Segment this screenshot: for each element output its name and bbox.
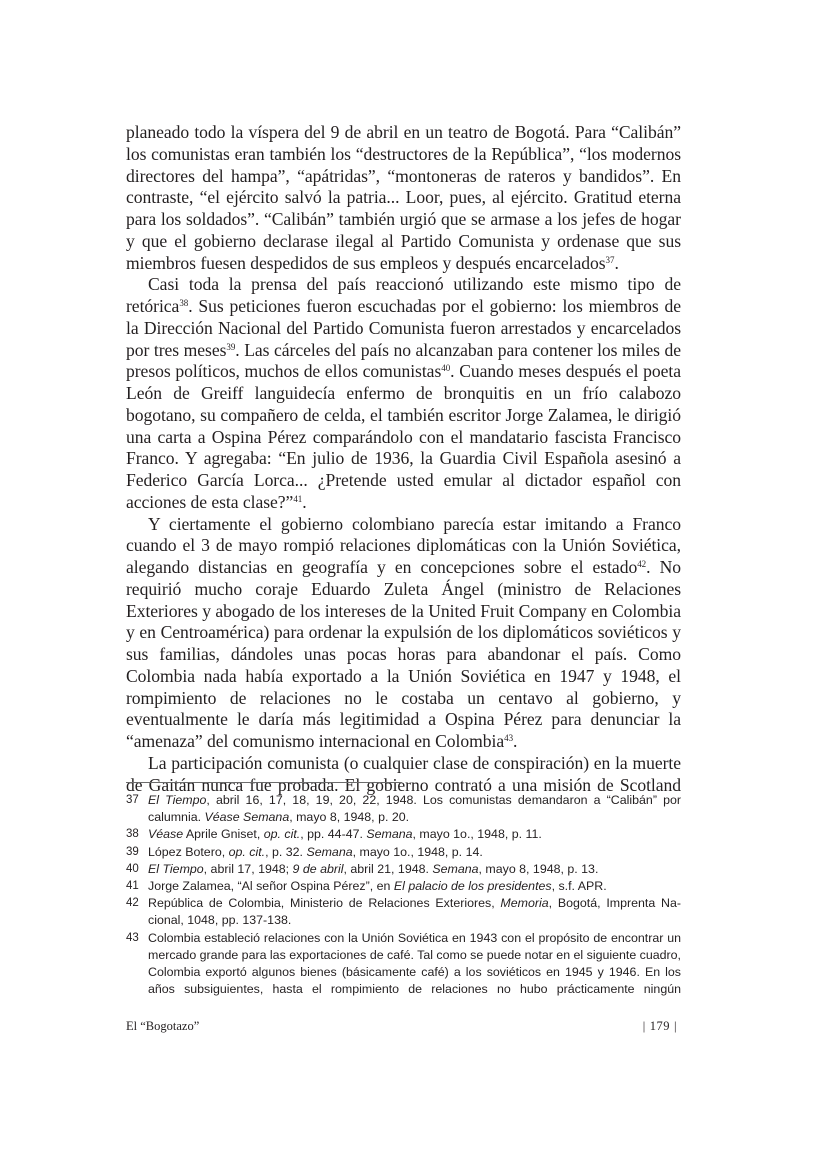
footnote-number: 42 xyxy=(126,897,139,910)
footnote-37 xyxy=(126,792,681,826)
running-title: El “Bogotazo” xyxy=(126,1019,200,1033)
footnote-number: 40 xyxy=(126,862,139,875)
paragraph-1: planeado todo la víspera del 9 de abril en un teatro de Bogotá. Para “Calibán” los comunistas eran también los “destructores de la República”, “los modernos directores del hampa”, “apátridas”, “montoneras de rateros y bandidos”. En contraste, “el ejército salvó la patria... Loor, pues, al ejército. Gratitud eterna para los soldados”. “Calibán” también urgió que se armase a los jefes de hogar y que el gobierno declarase ilegal al Partido Comunista y ordenase que sus miembros fuesen despedidos de sus empleos y después encarcelados$^{37}$. xyxy=(126,122,681,273)
paragraph-2: Casi toda la prensa del país reaccionó utilizando este mismo tipo de retórica$^{38}$. Sus peticiones fueron escuchadas por el gobierno: los miembros de la Dirección Nacional del Partido Comunista fueron arrestados y encarcelados por tres meses$^{39}$. Las cárceles del país no alcanzaban para contener los miles de presos políticos, muchos de ellos comunistas$^{40}$. Cuando meses después el poeta León de Greiff languidecía enfermo de bronquitis en un frío calabozo bogotano, su compañero de celda, el también escritor Jorge Zalamea, le dirigió una carta a Ospina Pérez comparándolo con el mandatario fascista Francisco Franco. Y agregaba: “En julio de 1936, la Guardia Civil Española asesinó a Federico García Lorca... ¿Pretende usted emular al dictador español con acciones de esta clase?”$^{41}$. xyxy=(126,274,682,512)
footnote-42 xyxy=(126,895,681,929)
footnote-number: 43 xyxy=(126,931,139,944)
footnote-ref-41[interactable]: 41 xyxy=(293,493,303,504)
paragraph-3: Y ciertamente el gobierno colombiano parecía estar imitando a Franco cuando el 3 de mayo rompió relaciones diplomáticas con la Unión Soviética, alegando distancias en geografía y en concepciones sobre el estado$^{42}$. No requirió mucho coraje Eduardo Zuleta Ángel (ministro de Relaciones Exteriores y abogado de los intereses de la United Fruit Company en Colombia y en Centroamérica) para ordenar la expulsión de los diplomáticos soviéticos y sus familias, dándoles unas pocas horas para abandonar el país. Como Colombia nada había exportado a la Unión Soviética en 1947 y 1948, el rompimiento de relaciones no le costaba un centavo al gobierno, y eventualmente le daría más legitimidad a Ospina Pérez para denunciar la “amenaza” del comunismo internacional en Colombia$^{43}$. xyxy=(126,513,681,751)
footnote-number: 39 xyxy=(126,845,139,858)
footnote-text: República de Colombia, Ministerio de Relaciones Exteriores, Memoria, Bogotá, Imprenta Nacional, 1048, pp. 137-138. xyxy=(148,896,681,928)
page-number-block xyxy=(639,1019,681,1034)
footnote-separator-rule xyxy=(126,782,402,783)
footnote-ref-43[interactable]: 43 xyxy=(504,733,514,743)
page-footer xyxy=(126,1019,681,1034)
page-body xyxy=(126,122,681,796)
footnote-text: El Tiempo, abril 16, 17, 18, 19, 20, 22, 1948. Los comunistas demandaron a “Calibán” por calumnia. Véase Semana, mayo 8, 1948, p. 20. xyxy=(148,793,682,825)
footnote-text: Véase Aprile Gniset, op. cit., pp. 44-47. Semana, mayo 1o., 1948, p. 11. xyxy=(148,827,542,842)
footnote-number: 38 xyxy=(126,828,139,841)
paragraph-4: La participación comunista (o cualquier clase de conspiración) en la muerte de Gaitán nunca fue probada. El gobierno contrató a una misión de Scotland xyxy=(126,752,681,795)
body-text xyxy=(126,122,681,796)
page-number-separator-left: | xyxy=(642,1019,646,1033)
footnote-41 xyxy=(126,878,681,895)
footnote-number: 37 xyxy=(126,794,139,806)
footnote-ref-37[interactable]: 37 xyxy=(605,254,615,265)
footnote-number: 41 xyxy=(126,880,139,893)
footnote-ref-42[interactable]: 42 xyxy=(637,559,647,569)
footnote-40 xyxy=(126,861,681,878)
footnote-text: Jorge Zalamea, “Al señor Ospina Pérez”, en El palacio de los presidentes, s.f. APR. xyxy=(148,879,607,894)
page-number-separator-right: | xyxy=(673,1019,677,1033)
footnote-39 xyxy=(126,844,681,861)
footnote-38 xyxy=(126,826,681,843)
footnote-43 xyxy=(126,930,681,999)
page-number: 179 xyxy=(649,1019,670,1033)
footnote-ref-39[interactable]: 39 xyxy=(226,341,236,352)
footnote-ref-40[interactable]: 40 xyxy=(441,363,451,374)
footnotes xyxy=(126,792,681,998)
footnote-ref-38[interactable]: 38 xyxy=(179,298,189,308)
footnote-text: López Botero, op. cit., p. 32. Semana, mayo 1o., 1948, p. 14. xyxy=(148,844,483,859)
paragraph-text: planeado todo la víspera del 9 de abril en un teatro de Bogotá. Para “Calibán” los comunistas eran también los “destructores de la República”, “los modernos directores del hampa”, “apátridas”, “montoneras de rateros y bandidos”. En contraste, “el ejército salvó la patria... Loor, pues, al ejército. Gratitud eterna para los soldados”. “Calibán” también urgió que se armase a los jefes de hogar y que el gobierno declarase ilegal al Partido Comunista y ordenase que sus miembros fuesen despedidos de sus empleos y después encarcelados xyxy=(126,122,681,273)
footnote-text: El Tiempo, abril 17, 1948; 9 de abril, abril 21, 1948. Semana, mayo 8, 1948, p. 13. xyxy=(148,861,599,876)
footnote-text: Colombia estableció relaciones con la Unión Soviética en 1943 con el propósito de encontrar un mercado grande para las exportaciones de café. Tal como se puede notar en el siguiente cuadro, Colombia exportó algunos bienes (básicamente café) a los soviéticos en 1945 y 1946. En los años subsiguientes, hasta el rompimiento de relaciones no hubo prácticamente ningún xyxy=(148,930,681,997)
